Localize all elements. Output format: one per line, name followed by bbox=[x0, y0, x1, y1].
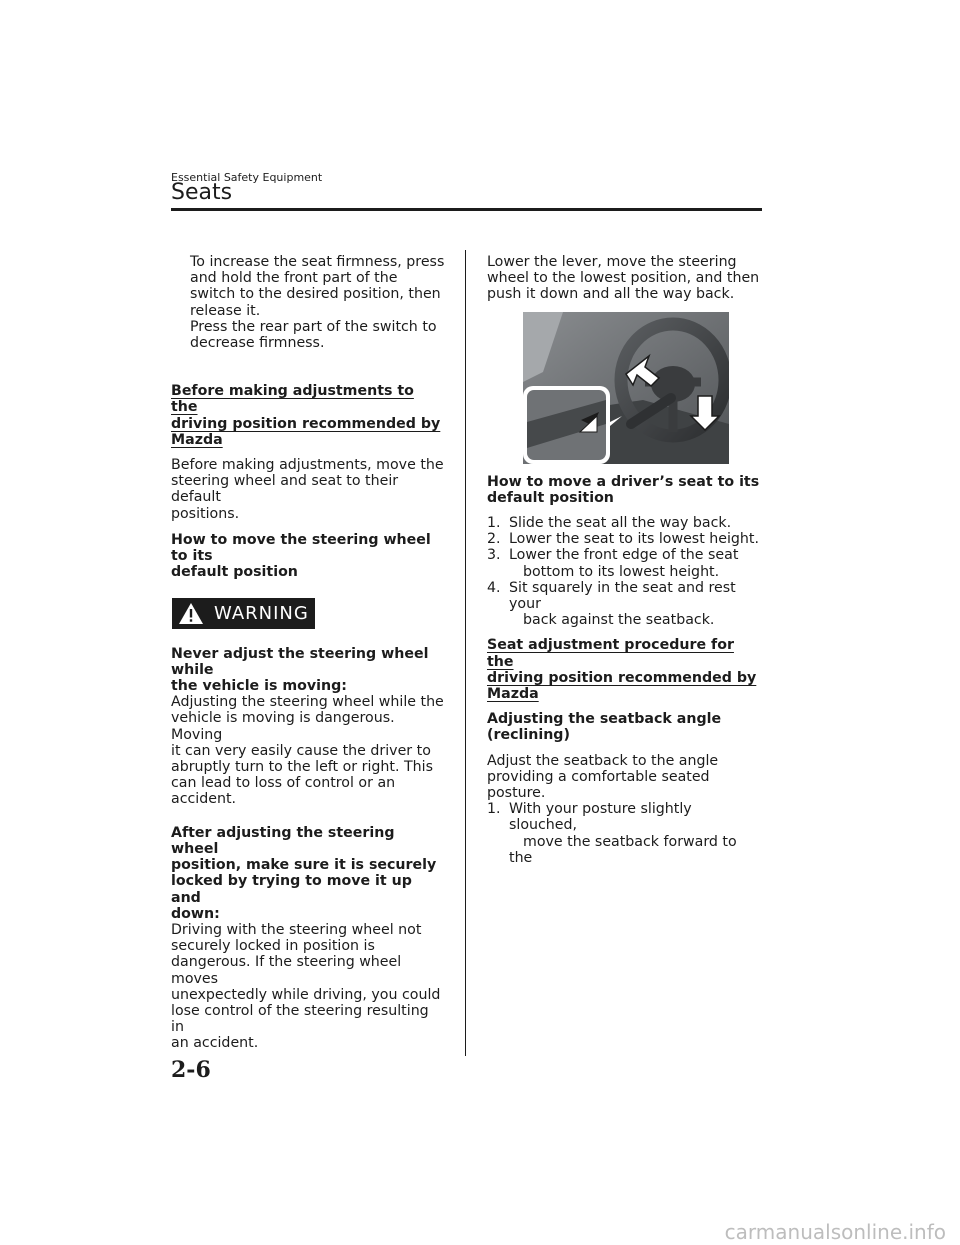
right-column bbox=[487, 254, 761, 866]
heading-line: Seat adjustment procedure for the bbox=[487, 637, 734, 670]
section-heading-seat-adjustment bbox=[487, 637, 761, 702]
left-column bbox=[171, 254, 445, 1052]
section-intro bbox=[171, 457, 445, 522]
text-line: lose control of the steering resulting in bbox=[171, 1002, 429, 1036]
firmness-instructions bbox=[171, 254, 445, 351]
warning-bold-line: position, make sure it is securely bbox=[171, 857, 437, 874]
subheading-line: Adjusting the seatback angle bbox=[487, 711, 722, 728]
warning-bold-line: After adjusting the steering wheel bbox=[171, 824, 395, 857]
subheading-seatback-angle bbox=[487, 711, 761, 743]
text-line: positions. bbox=[171, 505, 240, 522]
text-line: switch to the desired position, then bbox=[190, 286, 441, 303]
text-line: vehicle is moving is dangerous. Moving bbox=[171, 710, 395, 743]
step-text: Lower the front edge of the seat bottom to its lowest height. bbox=[509, 547, 739, 580]
text-line: posture. bbox=[487, 785, 546, 802]
text-line: dangerous. If the steering wheel moves bbox=[171, 954, 402, 987]
text-line: decrease firmness. bbox=[190, 335, 325, 352]
text-line: push it down and all the way back. bbox=[487, 286, 735, 303]
warning-steering-while-moving bbox=[171, 646, 445, 808]
text-line: To increase the seat firmness, press bbox=[190, 254, 445, 270]
list-item bbox=[487, 531, 761, 547]
subheading-driver-seat-default bbox=[487, 474, 761, 506]
step-text: With your posture slightly slouched, move the seatback forward to the bbox=[509, 801, 737, 866]
text-line: Adjust the seatback to the angle bbox=[487, 752, 719, 769]
text-line: Driving with the steering wheel not bbox=[171, 921, 422, 938]
seatback-intro bbox=[487, 753, 761, 802]
subheading-line: default position bbox=[171, 564, 298, 581]
warning-label bbox=[172, 598, 315, 629]
text-line: Press the rear part of the switch to bbox=[190, 318, 437, 335]
subheading-steering-wheel-default bbox=[171, 532, 445, 581]
text-line: abruptly turn to the left or right. This bbox=[171, 759, 433, 776]
warning-steering-locked bbox=[171, 825, 445, 1052]
text-line: Lower the lever, move the steering bbox=[487, 254, 737, 270]
steering-wheel-illustration bbox=[523, 312, 729, 464]
warning-bold-line: locked by trying to move it up and bbox=[171, 873, 412, 906]
warning-bold-line: the vehicle is moving: bbox=[171, 678, 347, 695]
text-line: release it. bbox=[190, 302, 261, 319]
heading-line: Mazda bbox=[171, 431, 223, 448]
text-line: accident. bbox=[171, 791, 237, 808]
warning-bold-line: down: bbox=[171, 905, 220, 922]
warning-label-box bbox=[171, 598, 445, 629]
list-item bbox=[487, 547, 761, 579]
step-text: Lower the seat to its lowest height. bbox=[509, 531, 759, 548]
seat-default-steps bbox=[487, 515, 761, 628]
step-number: 1. bbox=[487, 515, 501, 532]
page-number: 2-6 bbox=[171, 1057, 211, 1083]
section-heading-driving-position bbox=[171, 383, 445, 448]
text-line: wheel to the lowest position, and then bbox=[487, 270, 760, 287]
step-text: Slide the seat all the way back. bbox=[509, 515, 732, 532]
seatback-steps bbox=[487, 801, 761, 866]
text-line: Before making adjustments, move the bbox=[171, 457, 444, 474]
text-line: Adjusting the steering wheel while the bbox=[171, 694, 444, 711]
heading-line: Mazda bbox=[487, 686, 539, 703]
text-line: securely locked in position is bbox=[171, 938, 375, 955]
subheading-line: How to move a driver’s seat to its bbox=[487, 473, 760, 490]
step-number: 2. bbox=[487, 531, 501, 548]
text-line: unexpectedly while driving, you could bbox=[171, 986, 441, 1003]
step-text: Sit squarely in the seat and rest your back against the seatback. bbox=[509, 579, 736, 629]
heading-line: driving position recommended by bbox=[171, 415, 441, 432]
text-line: and hold the front part of the bbox=[190, 270, 398, 287]
column-divider bbox=[465, 250, 466, 1056]
warning-bold-line: Never adjust the steering wheel while bbox=[171, 645, 429, 678]
subheading-line: (reclining) bbox=[487, 727, 570, 744]
step-number: 1. bbox=[487, 801, 501, 818]
list-item bbox=[487, 580, 761, 629]
subheading-line: default position bbox=[487, 489, 614, 506]
heading-line: Before making adjustments to the bbox=[171, 383, 414, 416]
step-number: 4. bbox=[487, 579, 501, 596]
subheading-line: How to move the steering wheel to its bbox=[171, 531, 431, 565]
header-rule bbox=[171, 208, 762, 211]
page-title: Seats bbox=[171, 180, 233, 205]
header-section-label: Essential Safety Equipment bbox=[171, 171, 323, 184]
steering-lever-instructions bbox=[487, 254, 761, 303]
watermark-text: carmanualsonline.info bbox=[724, 1220, 946, 1244]
text-line: steering wheel and seat to their default bbox=[171, 473, 399, 506]
text-line: it can very easily cause the driver to bbox=[171, 742, 431, 759]
text-line: can lead to loss of control or an bbox=[171, 775, 396, 792]
text-line: an accident. bbox=[171, 1035, 259, 1052]
warning-triangle-icon bbox=[178, 602, 204, 625]
text-line: providing a comfortable seated bbox=[487, 768, 710, 785]
step-number: 3. bbox=[487, 547, 501, 564]
list-item bbox=[487, 801, 761, 866]
warning-label-text: WARNING bbox=[214, 602, 309, 624]
heading-line: driving position recommended by bbox=[487, 669, 757, 686]
list-item bbox=[487, 515, 761, 531]
